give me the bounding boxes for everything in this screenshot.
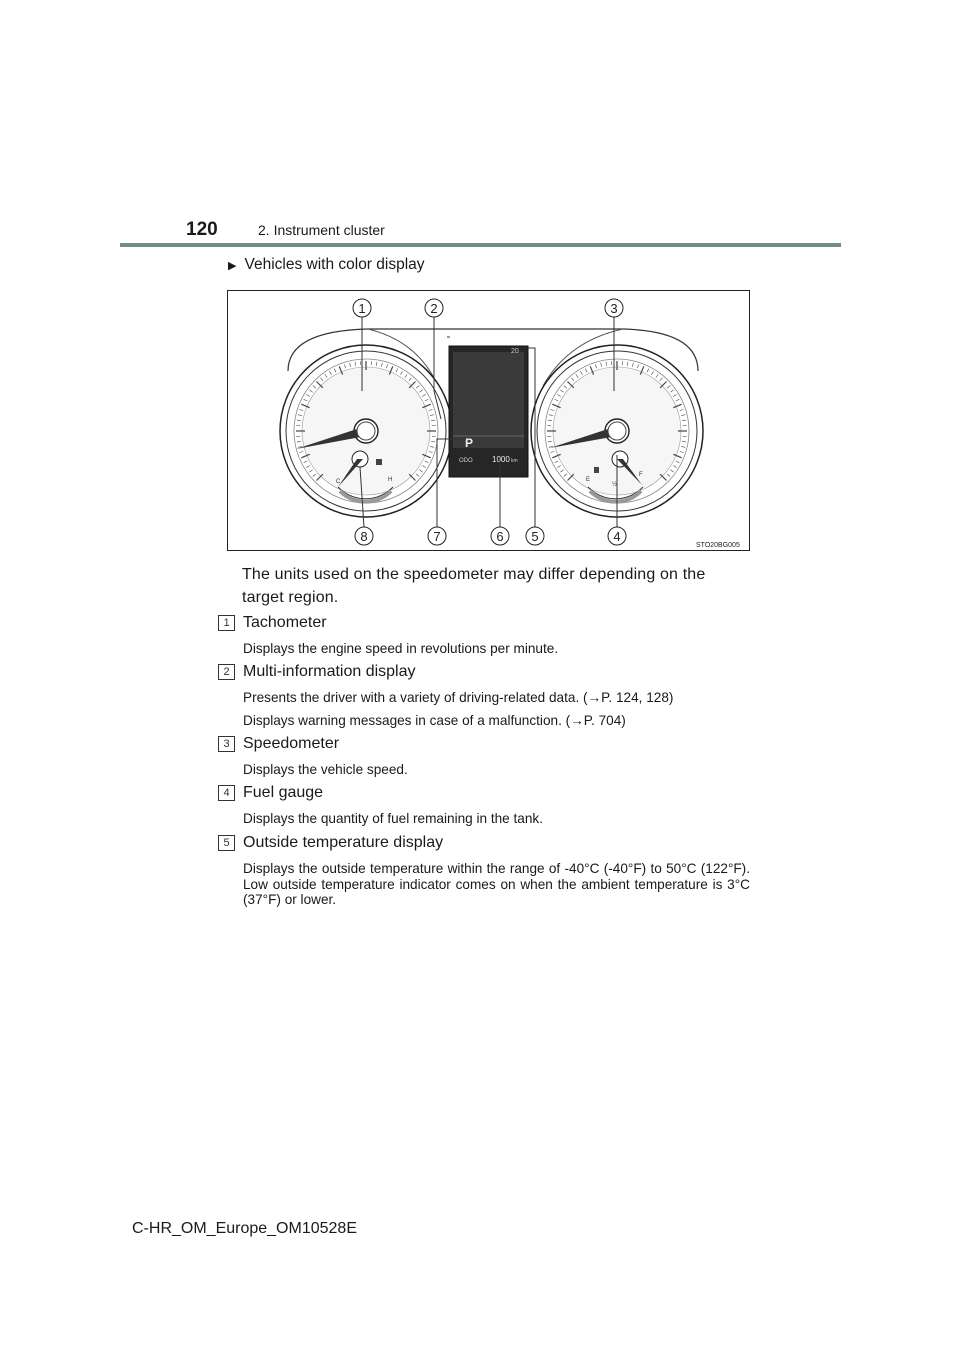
gear-text: P — [465, 436, 474, 450]
item-3 — [218, 735, 750, 778]
item-title: Fuel gauge — [243, 784, 324, 801]
item-number-box: 4 — [218, 785, 235, 801]
svg-text:2: 2 — [430, 301, 438, 316]
svg-text:7: 7 — [433, 529, 441, 544]
svg-text:1: 1 — [358, 301, 366, 316]
svg-text:3: 3 — [610, 301, 618, 316]
fuel-pump-icon — [594, 467, 599, 473]
item-number-box: 2 — [218, 664, 235, 680]
cluster-illustration — [228, 291, 751, 552]
callout-2 — [425, 299, 443, 317]
item-1 — [218, 614, 750, 657]
triangle-bullet-icon: ▶ — [228, 259, 237, 272]
footer-doc-id: C-HR_OM_Europe_OM10528E — [132, 1220, 357, 1237]
item-title: Outside temperature display — [243, 834, 444, 851]
callout-8 — [355, 527, 373, 545]
callout-5 — [526, 527, 544, 545]
fuel-half-label: ½ — [612, 482, 618, 488]
callout-1 — [353, 299, 371, 317]
item-number-box: 3 — [218, 736, 235, 752]
fuel-empty-label: E — [586, 477, 591, 483]
tachometer-gauge — [280, 345, 452, 517]
item-description: Displays the outside temperature within the range of -40°C (-40°F) to 50°C (122°F). Low outside temperature indicator comes on when the ambient temperature is 3°C (37°F) or lower. — [243, 861, 750, 907]
svg-text:4: 4 — [613, 529, 621, 544]
item-title: Tachometer — [243, 614, 327, 631]
multi-information-display — [449, 346, 528, 477]
svg-text:8: 8 — [360, 529, 368, 544]
figure-code: STO20BG005 — [696, 542, 740, 549]
item-title: Multi-information display — [243, 663, 416, 680]
callout-7 — [428, 527, 446, 545]
coolant-icon — [376, 459, 382, 465]
odo-value: 1000 — [492, 455, 510, 464]
instrument-cluster-figure — [227, 290, 750, 551]
item-5 — [218, 834, 750, 908]
item-2 — [218, 663, 750, 728]
outside-temp-text: 20 — [511, 348, 519, 355]
odo-label: ODO — [459, 458, 473, 464]
item-number-box: 1 — [218, 615, 235, 631]
svg-text:6: 6 — [496, 529, 504, 544]
item-title: Speedometer — [243, 735, 340, 752]
page-number: 120 — [186, 219, 218, 240]
callout-4 — [608, 527, 626, 545]
item-4 — [218, 784, 750, 827]
section-title: 2. Instrument cluster — [258, 222, 385, 238]
svg-text:5: 5 — [531, 529, 539, 544]
item-description: Displays the vehicle speed. — [243, 762, 408, 777]
odo-unit: km — [511, 458, 518, 464]
item-number-box: 5 — [218, 835, 235, 851]
item-description: Displays warning messages in case of a malfunction. (→P. 704) — [243, 712, 626, 728]
temp-cold-label: C — [336, 479, 341, 485]
item-description: Presents the driver with a variety of driving-related data. (→P. 124, 128) — [243, 690, 674, 705]
item-description: Displays the engine speed in revolutions per minute. — [243, 641, 559, 656]
intro-paragraph: The units used on the speedometer may differ depending on the target region. — [242, 566, 706, 606]
temp-hot-label: H — [388, 477, 393, 483]
callout-3 — [605, 299, 623, 317]
subheading — [228, 256, 425, 274]
header-rule — [120, 243, 841, 247]
item-description: Displays the quantity of fuel remaining in the tank. — [243, 811, 543, 826]
fuel-full-label: F — [639, 472, 643, 478]
callout-6 — [491, 527, 509, 545]
subheading-text: Vehicles with color display — [244, 256, 425, 273]
